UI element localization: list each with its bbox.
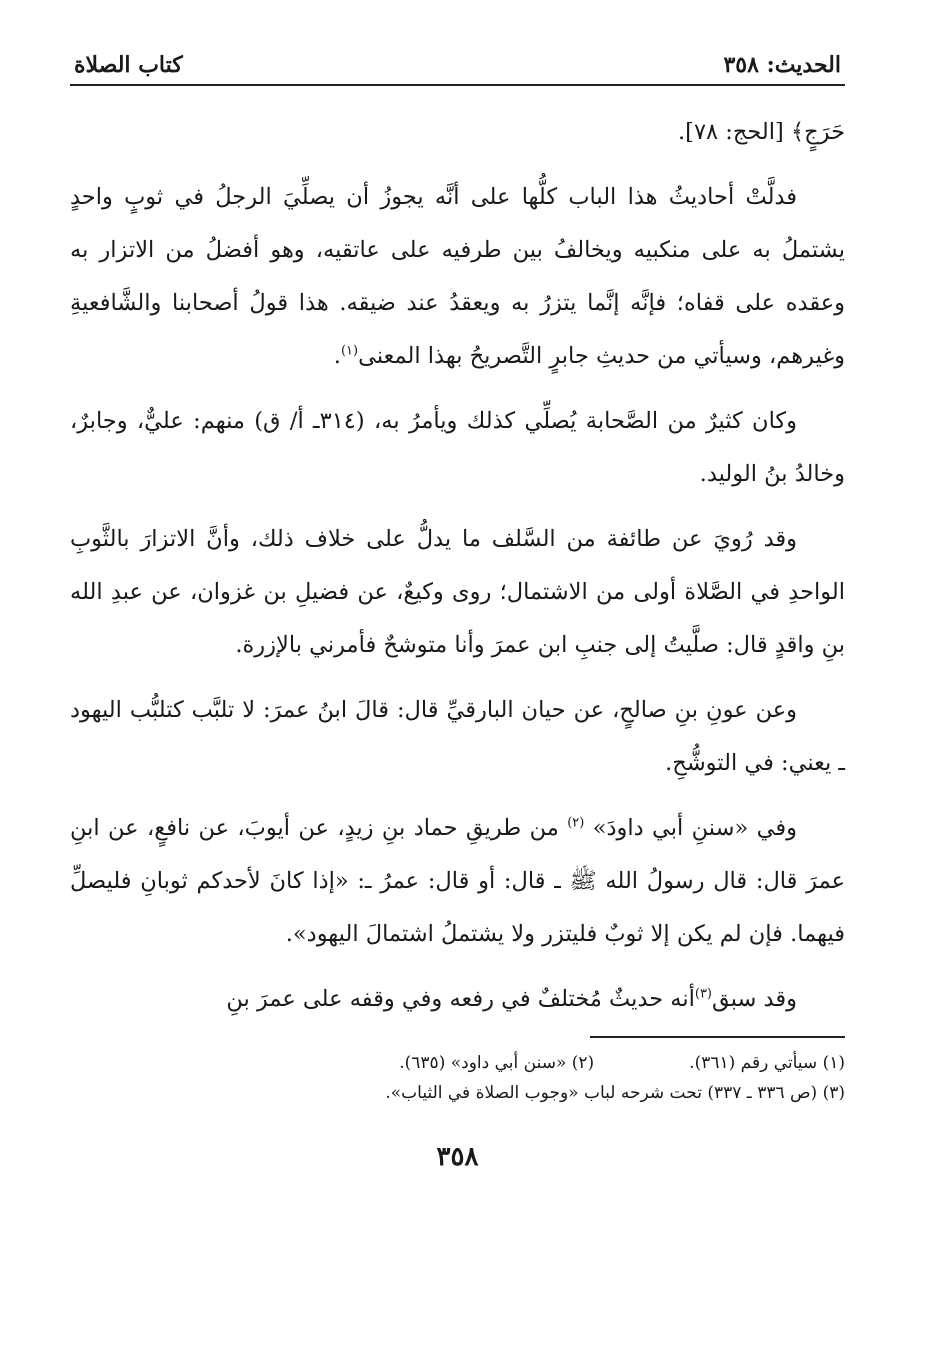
paragraph-text: من طريقِ حماد بنِ زيدٍ، عن أيوبَ، عن نافعٍ، عن ابنِ عمرَ قال: قال رسولُ الله ﷺ ـ قال: أو قال: عمرُ ـ: «إذا كانَ لأحدكم ثوبانِ فليصلِّ فيهما. فإن لم يكن إلا ثوبٌ فليتزر ولا يشتملُ اشتمالَ اليهود».	[70, 815, 845, 947]
footnote-1: (١) سيأتي رقم (٣٦١).	[689, 1053, 845, 1073]
footnote-row	[70, 1048, 845, 1078]
footnotes	[70, 1048, 845, 1108]
paragraph-text: فدلَّتْ أحاديثُ هذا الباب كلُّها على أنَّه يجوزُ أن يصلِّيَ الرجلُ في ثوبٍ واحدٍ يشتملُ به على منكبيه ويخالفُ بين طرفيه على عاتقيه، وهو أفضلُ من الاتزار به وعقده على قفاه؛ فإنَّه إنَّما يتزرُ به ويعقدُ عند ضيقه. هذا قولُ أصحابنا والشَّافعيةِ وغيرهم، وسيأتي من حديثِ جابرٍ التَّصريحُ بهذا المعنى	[70, 184, 845, 369]
paragraph-text: وكان كثيرٌ من الصَّحابة يُصلِّي كذلك ويأمرُ به، (٣١٤ـ أ/ ق) منهم: عليٌّ، وجابرٌ، وخالدُ بنُ الوليد.	[70, 408, 845, 487]
paragraph	[70, 106, 845, 159]
paragraph	[70, 513, 845, 672]
paragraph-text: أنه حديثٌ مُختلفٌ في رفعه وفي وقفه على عمرَ بنِ	[226, 986, 695, 1012]
footnote-ref[interactable]: (٢)	[567, 815, 585, 831]
footnote-3: (٣) (ص ٣٣٦ ـ ٣٣٧) تحت شرحه لباب «وجوب الصلاة في الثياب».	[385, 1083, 845, 1103]
main-text	[70, 106, 845, 1026]
paragraph	[70, 973, 845, 1026]
footnote-row	[70, 1078, 845, 1108]
footnote-2: (٢) «سنن أبي داود» (٦٣٥).	[399, 1053, 595, 1073]
footnote-ref[interactable]: (١)	[340, 343, 359, 359]
paragraph	[70, 684, 845, 790]
header-book-title: كتاب الصلاة	[74, 52, 183, 78]
header-hadith-number: الحديث: ٣٥٨	[723, 52, 841, 78]
footnote-divider	[590, 1036, 845, 1038]
paragraph-text: وفي «سننِ أبي داودَ»	[592, 815, 797, 841]
paragraph-text: وعن عونِ بنِ صالحٍ، عن حيان البارقيِّ قال: قالَ ابنُ عمرَ: لا تلبَّب كتلبُّب اليهود ـ يعني: في التوشُّحِ.	[70, 697, 845, 776]
paragraph	[70, 802, 845, 961]
paragraph-text: وقد رُويَ عن طائفة من السَّلف ما يدلُّ على خلاف ذلك، وأنَّ الاتزارَ بالثَّوبِ الواحدِ في الصَّلاة أولى من الاشتمال؛ روى وكيعٌ، عن فضيلِ بن غزوان، عن عبدِ الله بنِ واقدٍ قال: صلَّيتُ إلى جنبِ ابن عمرَ وأنا متوشحٌ فأمرني بالإزرة.	[70, 526, 845, 658]
running-header	[70, 48, 845, 86]
book-page	[70, 48, 845, 1172]
page-number: ٣٥٨	[436, 1142, 479, 1172]
paragraph	[70, 395, 845, 501]
paragraph-text: حَرَجٍ﴾ [الحج: ٧٨].	[678, 119, 845, 145]
paragraph: فدلَّتْ أحاديثُ هذا الباب كلُّها على أنَّه يجوزُ أن يصلِّيَ الرجلُ في ثوبٍ واحدٍ يشتملُ به على منكبيه ويخالفُ بين طرفيه على عاتقيه، وهو أفضلُ من الاتزار به وعقده على قفاه؛ فإنَّه إنَّما يتزرُ به ويعقدُ عند ضيقه. هذا قولُ أصحابنا والشَّافعيةِ وغيرهم، وسيأتي من حديثِ جابرٍ التَّصريحُ بهذا المعنى$^{(١)}$.	[70, 184, 845, 369]
paragraph-text: وقد سبق	[712, 986, 797, 1012]
footnote-ref[interactable]: (٣)	[694, 986, 712, 1002]
